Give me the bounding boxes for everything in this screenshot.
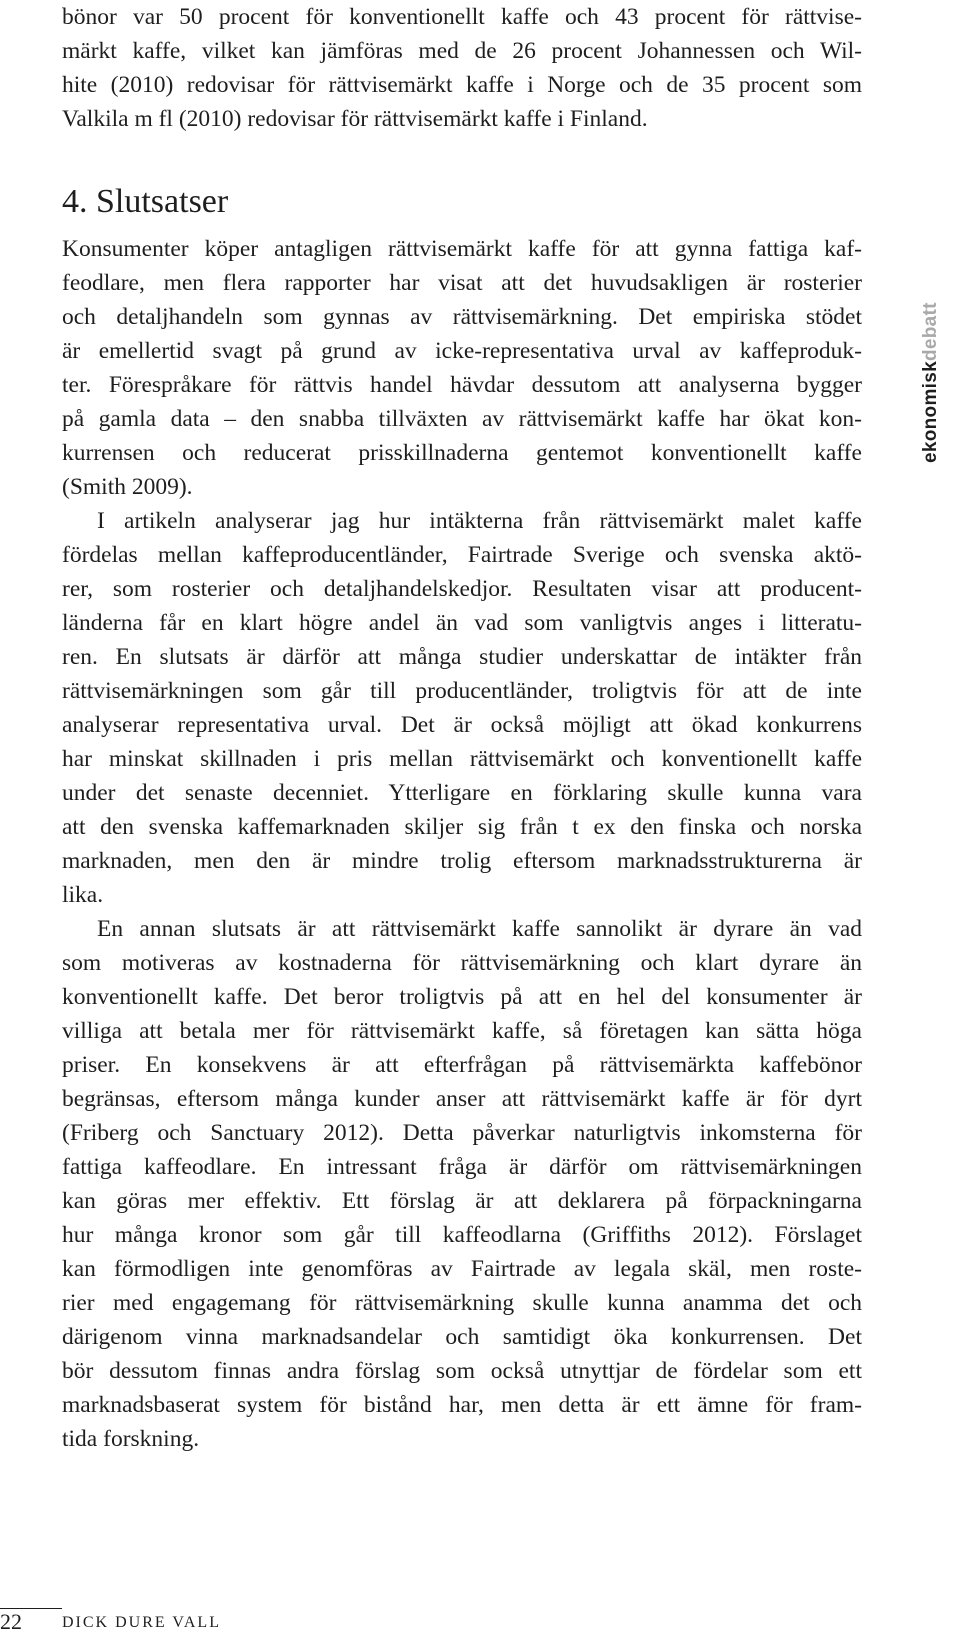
body-text-line: analyserar representativa urval. Det är också möjligt att ökad konkurrens	[62, 712, 862, 738]
body-text-line: (Friberg och Sanctuary 2012). Detta påverkar naturligtvis inkomsterna för	[62, 1120, 862, 1146]
section-heading: 4. Slutsatser	[62, 183, 229, 220]
body-text-line: att den svenska kaffemarknaden skiljer sig från t ex den finska och norska	[62, 814, 862, 840]
body-text-line: kurrensen och reducerat prisskillnaderna gentemot konventionellt kaffe	[62, 440, 862, 466]
body-text-line: begränsas, eftersom många kunder anser att rättvisemärkt kaffe är för dyrt	[62, 1086, 862, 1112]
body-text-line: feodlare, men flera rapporter har visat att det huvudsakligen är rosterier	[62, 270, 862, 296]
body-text-line: ter. Förespråkare för rättvis handel hävdar dessutom att analyserna bygger	[62, 372, 862, 398]
body-text-line: fördelas mellan kaffeproducentländer, Fairtrade Sverige och svenska aktö-	[62, 542, 862, 568]
body-text-line: villiga att betala mer för rättvisemärkt kaffe, så företagen kan sätta höga	[62, 1018, 862, 1044]
body-text-line: länderna får en klart högre andel än vad som vanligtvis anges i litteratu-	[62, 610, 862, 636]
body-text-line: tida forskning.	[62, 1426, 200, 1452]
running-footer-author: DICK DURE VALL	[62, 1614, 221, 1631]
body-text-line: rier med engagemang för rättvisemärkning skulle kunna anamma det och	[62, 1290, 862, 1316]
journal-name-part1: ekonomisk	[920, 361, 941, 463]
body-text-line: Konsumenter köper antagligen rättvisemärkt kaffe för att gynna fattiga kaf-	[62, 236, 862, 262]
body-text-line: En annan slutsats är att rättvisemärkt kaffe sannolikt är dyrare än vad	[97, 916, 862, 942]
body-text-line: priser. En konsekvens är att efterfrågan på rättvisemärkta kaffebönor	[62, 1052, 862, 1078]
body-text-line: under det senaste decenniet. Ytterligare en förklaring skulle kunna vara	[62, 780, 862, 806]
body-text-line: märkt kaffe, vilket kan jämföras med de 26 procent Johannessen och Wil-	[62, 38, 862, 64]
journal-name-part2: debatt	[920, 302, 941, 362]
body-text-line: (Smith 2009).	[62, 474, 193, 500]
body-text-line: är emellertid svagt på grund av icke-representativa urval av kaffeproduk-	[62, 338, 862, 364]
body-text-line: hur många kronor som går till kaffeodlarna (Griffiths 2012). Förslaget	[62, 1222, 862, 1248]
body-text-line: hite (2010) redovisar för rättvisemärkt kaffe i Norge och de 35 procent som	[62, 72, 862, 98]
body-text-line: bör dessutom finnas andra förslag som också utnyttjar de fördelar som ett	[62, 1358, 862, 1384]
body-text-line: marknadsbaserat system för bistånd har, men detta är ett ämne för fram-	[62, 1392, 862, 1418]
body-text-line: och detaljhandeln som gynnas av rättvisemärkning. Det empiriska stödet	[62, 304, 862, 330]
body-text-line: I artikeln analyserar jag hur intäkterna från rättvisemärkt malet kaffe	[97, 508, 862, 534]
body-text-line: bönor var 50 procent för konventionellt kaffe och 43 procent för rättvise-	[62, 4, 862, 30]
body-text-line: rättvisemärkningen som går till producentländer, troligtvis för att de inte	[62, 678, 862, 704]
body-text-line: konventionellt kaffe. Det beror troligtvis på att en hel del konsumenter är	[62, 984, 862, 1010]
body-text-line: kan göras mer effektiv. Ett förslag är att deklarera på förpackningarna	[62, 1188, 862, 1214]
body-text-line: Valkila m fl (2010) redovisar för rättvisemärkt kaffe i Finland.	[62, 106, 648, 132]
body-text-line: rer, som rosterier och detaljhandelskedjor. Resultaten visar att producent-	[62, 576, 862, 602]
body-text-line: har minskat skillnaden i pris mellan rättvisemärkt och konventionellt kaffe	[62, 746, 862, 772]
body-text-line: ren. En slutsats är därför att många studier underskattar de intäkter från	[62, 644, 862, 670]
body-text-line: därigenom vinna marknadsandelar och samtidigt öka konkurrensen. Det	[62, 1324, 862, 1350]
body-text-line: lika.	[62, 882, 104, 908]
journal-side-label	[916, 273, 946, 463]
body-text-line: på gamla data – den snabba tillväxten av rättvisemärkt kaffe har ökat kon-	[62, 406, 862, 432]
body-text-line: fattiga kaffeodlare. En intressant fråga är därför om rättvisemärkningen	[62, 1154, 862, 1180]
body-text-line: som motiveras av kostnaderna för rättvisemärkning och klart dyrare än	[62, 950, 862, 976]
body-text-line: kan förmodligen inte genomföras av Fairtrade av legala skäl, men roste-	[62, 1256, 862, 1282]
page-number: 22	[0, 1609, 22, 1634]
body-text-line: marknaden, men den är mindre trolig eftersom marknadsstrukturerna är	[62, 848, 862, 874]
